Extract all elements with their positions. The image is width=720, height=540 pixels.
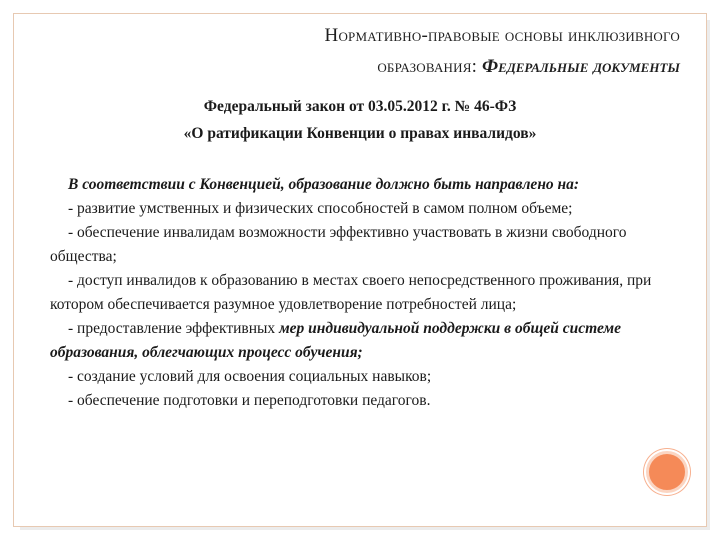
title-line-2 [120, 51, 680, 82]
list-item [50, 269, 680, 317]
list-item [50, 365, 680, 389]
list-item-text: - обеспечение подготовки и переподготовки педагогов. [68, 392, 431, 409]
slide-title [120, 20, 680, 82]
title-line-1: Нормативно-правовые основы инклюзивного [324, 25, 680, 46]
body-lead: В соответствии с Конвенцией, образование должно быть направлено на: [68, 176, 580, 193]
list-item-prefix: - предоставление эффективных [68, 320, 280, 337]
list-item [50, 389, 680, 413]
title-line-2-prefix: образования: [377, 56, 483, 77]
list-item [50, 221, 680, 269]
frame-shadow-right [707, 20, 710, 530]
title-line-2-italic: Федеральные документы [482, 56, 680, 77]
list-item-text: - развитие умственных и физических способностей в самом полном объеме; [68, 200, 573, 217]
list-item-text: - создание условий для освоения социальных навыков; [68, 368, 432, 385]
law-line-1: Федеральный закон от 03.05.2012 г. № 46-ФЗ [203, 98, 517, 115]
list-item-emphasis: мер индивидуальной поддержки в общей системе образования, облегчающих процесс обучения; [50, 320, 621, 361]
list-item-text: - обеспечение инвалидам возможности эффективно участвовать в жизни свободного общества; [50, 224, 627, 265]
slide-body [50, 173, 680, 413]
decorative-circle-icon [646, 451, 688, 493]
law-reference [100, 93, 620, 147]
list-item-text: - доступ инвалидов к образованию в местах своего непосредственного проживания, при котором обеспечивается разумное удовлетворение потребностей лица; [50, 272, 652, 313]
list-item [50, 317, 680, 365]
frame-shadow-bottom [20, 527, 710, 530]
law-line-2: «О ратификации Конвенции о правах инвалидов» [183, 125, 537, 142]
list-item [50, 197, 680, 221]
